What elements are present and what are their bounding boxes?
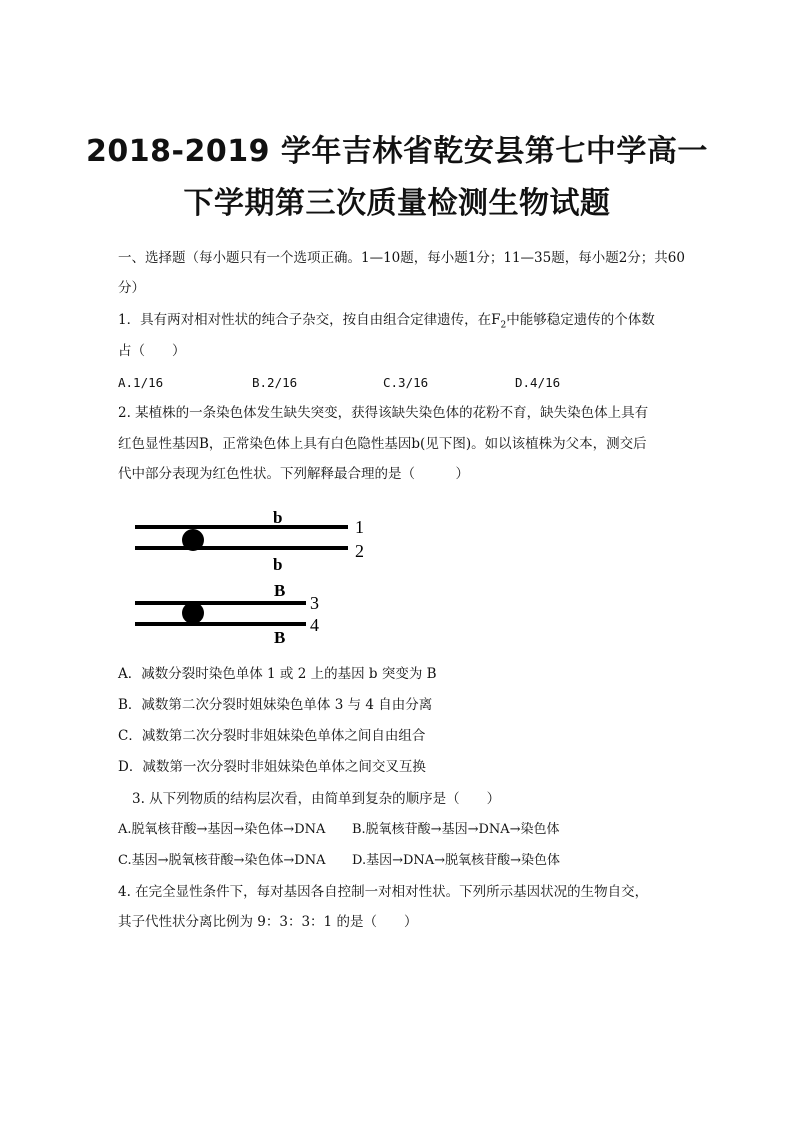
q1-stem-line2: 占（ ） <box>118 343 186 359</box>
q3-option-d: D.基因→DNA→脱氧核苷酸→染色体 <box>352 853 560 868</box>
centromere-bottom <box>182 602 204 624</box>
q2-stem-line3: 代中部分表现为红色性状。下列解释最合理的是（ ） <box>118 466 469 482</box>
q1-option-a: A.1/16 <box>118 375 164 390</box>
q3-option-b: B.脱氧核苷酸→基因→DNA→染色体 <box>352 822 560 837</box>
section-heading-line1: 一、选择题（每小题只有一个选项正确。1—10题，每小题1分；11—35题，每小题2分；共60 <box>118 250 685 266</box>
q2-option-c: C．减数第二次分裂时非姐妹染色单体之间自由组合 <box>118 728 426 744</box>
q2-stem-line2: 红色显性基因B，正常染色体上具有白色隐性基因b(见下图)。如以该植株为父本，测交后 <box>118 436 647 452</box>
q2-option-d: D．减数第一次分裂时非姐妹染色单体之间交叉互换 <box>118 759 426 775</box>
label-num-2: 2 <box>355 541 364 561</box>
q3-stem: 3. 从下列物质的结构层次看，由简单到复杂的顺序是（ ） <box>132 791 501 807</box>
page-title-line2: 下学期第三次质量检测生物试题 <box>183 186 611 221</box>
q2-option-b: B．减数第二次分裂时姐妹染色单体 3 与 4 自由分离 <box>118 697 433 713</box>
q1-option-d: D.4/16 <box>515 375 561 390</box>
label-b-bottom: b <box>273 555 283 574</box>
label-num-1: 1 <box>355 517 364 537</box>
q2-option-a: A．减数分裂时染色单体 1 或 2 上的基因 b 突变为 B <box>118 666 437 682</box>
q4-stem-line2: 其子代性状分离比例为 9：3：3：1 的是（ ） <box>118 914 418 930</box>
label-num-3: 3 <box>310 593 319 613</box>
q2-stem-line1: 2. 某植株的一条染色体发生缺失突变，获得该缺失染色体的花粉不育，缺失染色体上具有 <box>118 405 649 421</box>
q1-stem-sub: 2 <box>500 320 507 331</box>
label-num-4: 4 <box>310 615 319 635</box>
chromosome-diagram <box>130 505 380 655</box>
q1-stem-line1 <box>118 310 655 336</box>
q1-stem-pre: 1．具有两对相对性状的纯合子杂交，按自由组合定律遗传，在F <box>118 312 501 328</box>
section-heading-line2: 分） <box>118 280 145 296</box>
label-b-top: b <box>273 508 283 527</box>
q1-stem-post: 中能够稳定遗传的个体数 <box>506 312 655 328</box>
centromere-top <box>182 529 204 551</box>
q4-stem-line1: 4. 在完全显性条件下，每对基因各自控制一对相对性状。下列所示基因状况的生物自交， <box>118 884 649 900</box>
page-title-line1: 2018-2019 学年吉林省乾安县第七中学高一 <box>86 134 708 169</box>
q3-option-a: A.脱氧核苷酸→基因→染色体→DNA <box>118 822 326 837</box>
q1-option-b: B.2/16 <box>252 375 298 390</box>
label-B-bottom: B <box>274 628 286 647</box>
q1-option-c: C.3/16 <box>383 375 429 390</box>
label-B-top: B <box>274 581 286 600</box>
q3-option-c: C.基因→脱氧核苷酸→染色体→DNA <box>118 853 326 868</box>
